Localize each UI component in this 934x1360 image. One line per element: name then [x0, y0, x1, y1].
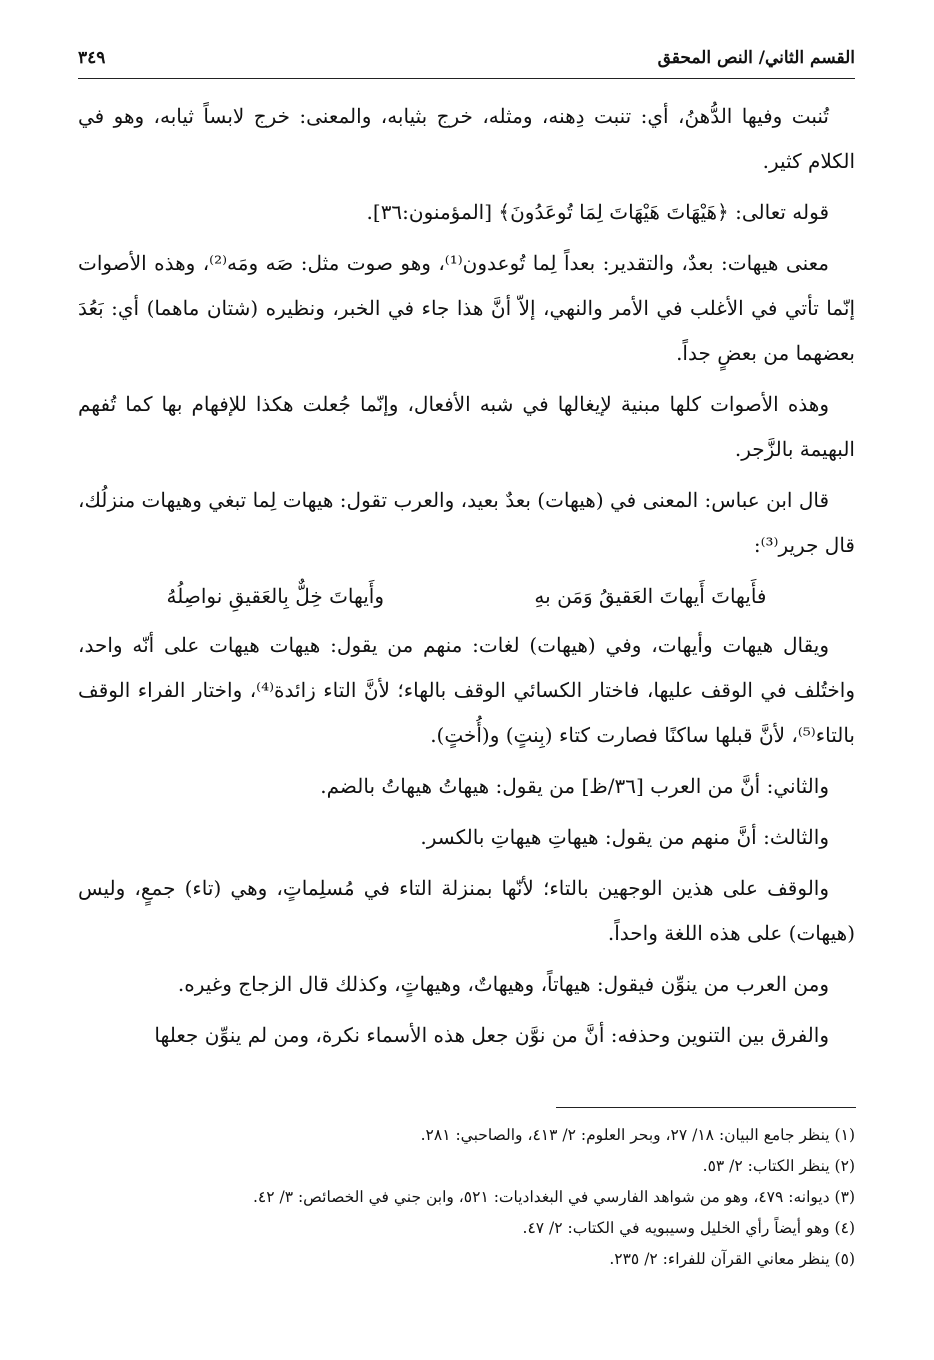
footnote: (٣) ديوانه: ٤٧٩، وهو من شواهد الفارسي في البغداديات: ٥٢١، وابن جني في الخصائص: ٣/ ٤٢.: [252, 1188, 855, 1206]
footnote: (٤) وهو أيضاً رأي الخليل وسيبويه في الكتاب: ٢/ ٤٧.: [522, 1219, 855, 1237]
paragraph: والفرق بين التنوين وحذفه: أنَّ من نوَّن جعل هذه الأسماء نكرة، ومن لم ينوِّن جعلها: [154, 1023, 829, 1047]
paragraph: معنى هيهات: بعدٌ، والتقدير: بعداً لِما تُوعدون⁽¹⁾، وهو صوت مثل: صَه ومَه⁽²⁾، وهذه الأصوات إنّما تأتي في الأغلب في الأمر والنهي، إلاّ أنَّ هذا جاء في الخبر، ونظيره (شتان ماهما) أي: بَعُدَ بعضهما من بعضٍ جداً.: [78, 251, 855, 365]
page-number: ٣٤٩: [78, 48, 106, 68]
paragraph: ومن العرب من ينوِّن فيقول: هيهاتاً، وهيهاتٌ، وهيهاتٍ، وكذلك قال الزجاج وغيره.: [177, 972, 829, 996]
paragraph: تُنبت وفيها الدُّهنُ، أي: تنبت دِهنه، ومثله، خرج بثيابه، والمعنى: خرج لابساً ثيابه، وهو في الكلام كثير.: [78, 104, 855, 173]
paragraph: والثالث: أنَّ منهم من يقول: هيهاتِ هيهاتِ بالكسر.: [420, 825, 829, 849]
footnote: (١) ينظر جامع البيان: ١٨/ ٢٧، وبحر العلوم: ٢/ ٤١٣، والصاحبي: ٢٨١.: [420, 1126, 855, 1144]
verse-second-hemistich: وأَيهاتَ خِلٌّ بِالعَقيقِ نواصِلُهُ: [166, 584, 385, 608]
paragraph: والوقف على هذين الوجهين بالتاء؛ لأنّها بمنزلة التاء في مُسلِماتٍ، وهي (تاء) جمعٍ، وليس (هيهات) على هذه اللغة واحداً.: [78, 876, 855, 945]
footnote: (٥) ينظر معاني القرآن للفراء: ٢/ ٢٣٥.: [609, 1250, 855, 1268]
quran-verse-paragraph: قوله تعالى: ﴿هَيْهَاتَ هَيْهَاتَ لِمَا تُوعَدُونَ﴾ [المؤمنون:٣٦].: [366, 200, 829, 224]
footnote: (٢) ينظر الكتاب: ٢/ ٥٣.: [702, 1157, 855, 1175]
paragraph: وهذه الأصوات كلها مبنية لإيغالها في شبه الأفعال، وإنّما جُعلت هكذا للإفهام بها كما تُفهم البهيمة بالزَّجر.: [78, 392, 855, 461]
running-title: القسم الثاني/ النص المحقق: [657, 48, 855, 68]
verse-first-hemistich: فأَيهاتَ أَيهاتَ العَقيقُ وَمَن بهِ: [534, 584, 767, 608]
poetry-verse: [167, 574, 767, 619]
page-header: [78, 38, 855, 79]
footnotes: [78, 1120, 855, 1275]
footnote-divider: [556, 1107, 856, 1108]
paragraph: ويقال هيهات وأيهات، وفي (هيهات) لغات: منهم من يقول: هيهات هيهات على أنّه واحد، واختُلف في الوقف عليها، فاختار الكسائي الوقف بالهاء؛ لأنَّ التاء زائدة⁽⁴⁾، واختار الفراء الوقف بالتاء⁽⁵⁾، لأنَّ قبلها ساكنًا فصارت كتاء (بِنتٍ) و(أُختٍ).: [78, 633, 855, 747]
main-text: [78, 94, 855, 1064]
paragraph: والثاني: أنَّ من العرب [٣٦/ظ] من يقول: هيهاتُ هيهاتُ بالضم.: [320, 774, 829, 798]
paragraph: قال ابن عباس: المعنى في (هيهات) بعدٌ بعيد، والعرب تقول: هيهات لِما تبغي وهيهات منزلُك، قال جرير⁽³⁾:: [78, 488, 855, 557]
